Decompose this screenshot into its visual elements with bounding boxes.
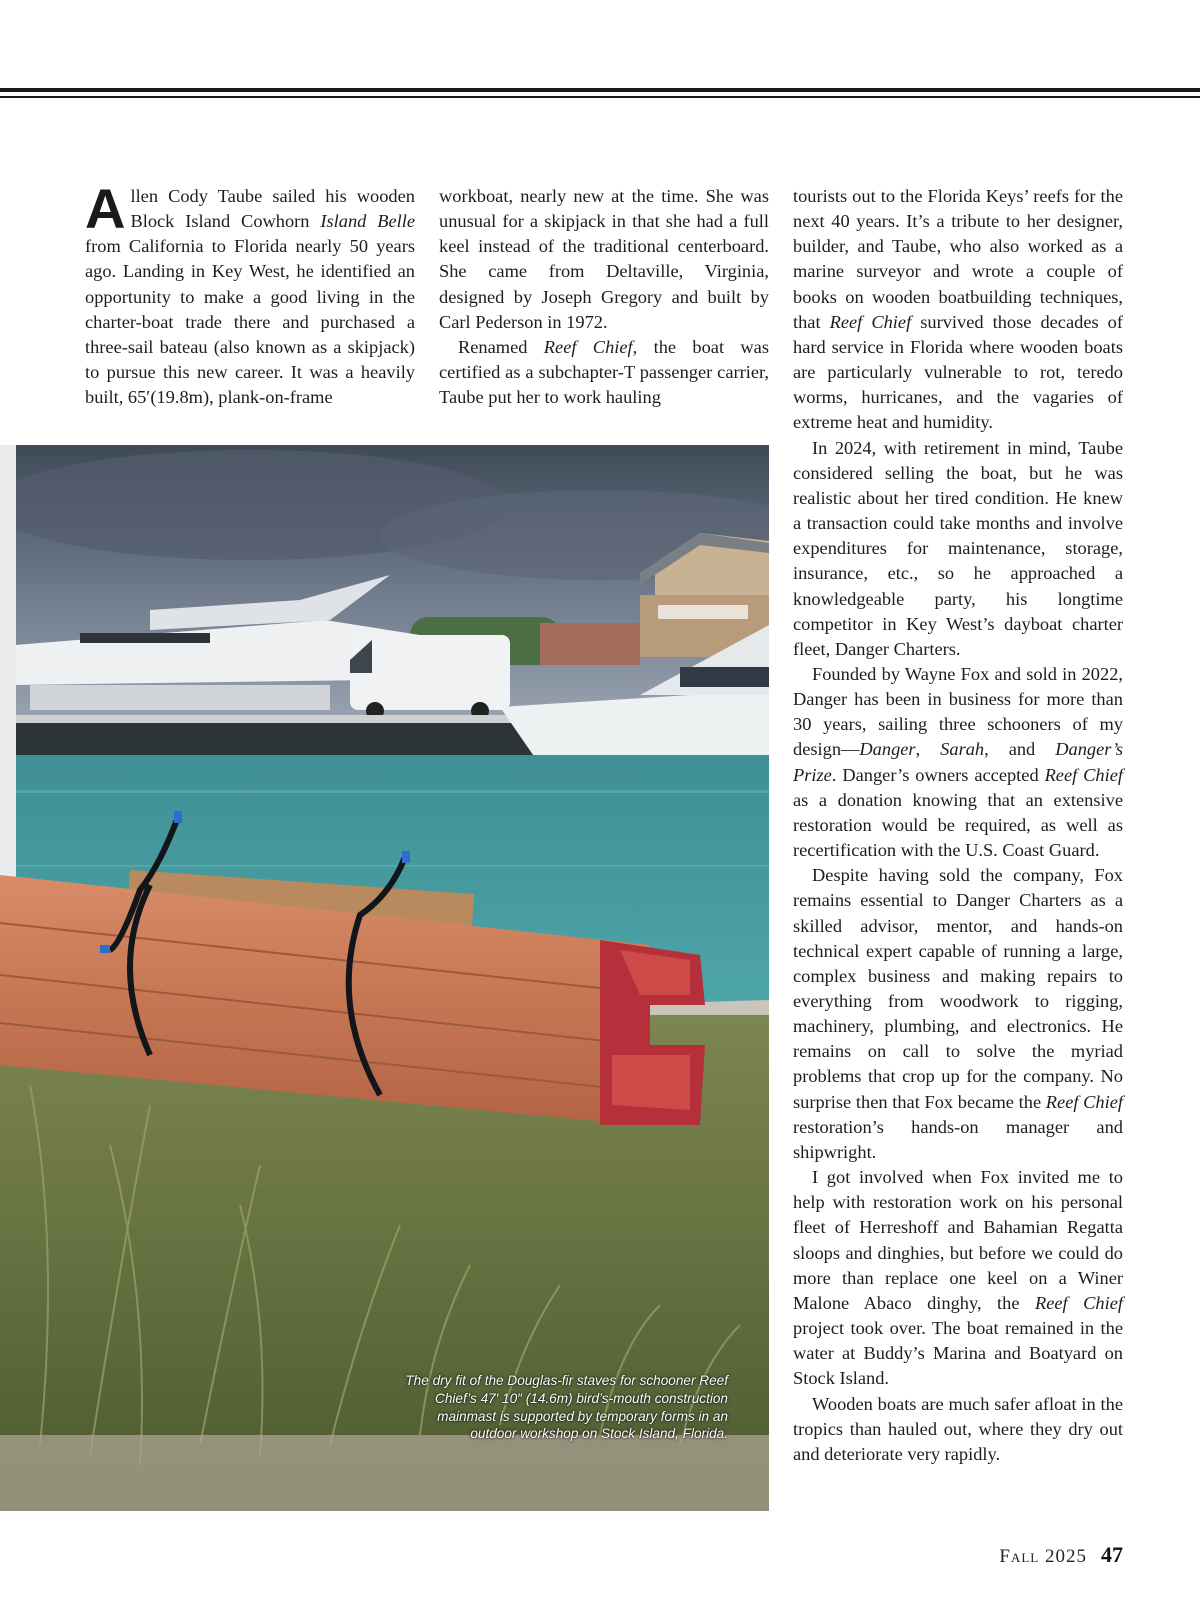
italic-title: Reef Chief <box>1044 764 1123 785</box>
paragraph-intro-text: llen Cody Taube sailed his wooden Block Island Cowhorn Island Belle from California to Florida nearly 50 years ago. Landing in Key West, he identified an opportunity to make a good living in the charter-boat trade there and purchased a three-sail bateau (also known as a skipjack) to pursue this new career. It was a heavily built, 65′(19.8m), plank-on-frame <box>85 186 415 408</box>
paragraph-retirement <box>793 436 1123 662</box>
article-column-2 <box>439 184 769 410</box>
paragraph-wooden-boats <box>793 1392 1123 1467</box>
paragraph-intro-continued <box>439 184 769 335</box>
italic-title: Danger’s Prize <box>793 739 1123 785</box>
paragraph-wooden-boats-text: Wooden boats are much safer afloat in the tropics than hauled out, where they dry out and deteriorate very rapidly. <box>793 1393 1123 1464</box>
italic-title: Reef Chief <box>543 336 633 357</box>
paragraph-intro-text-continued: workboat, nearly new at the time. She was unusual for a skipjack in that she had a full keel instead of the traditional centerboard. She came from Deltaville, Virginia, designed by Joseph Gregory and built by Carl Pederson in 1972. <box>439 186 769 332</box>
drop-cap: A <box>85 177 126 240</box>
paragraph-involvement <box>793 1165 1123 1391</box>
white-van <box>350 635 510 720</box>
italic-title: Sarah <box>940 739 985 760</box>
mast-photo <box>0 445 769 1511</box>
paragraph-renamed-continued <box>793 184 1123 436</box>
paragraph-renamed-text: Renamed Reef Chief, the boat was certified as a subchapter-T passenger carrier, Taube put her to work hauling <box>439 336 769 408</box>
paragraph-fox <box>793 863 1123 1165</box>
page-number: 47 <box>1101 1542 1123 1567</box>
article-column-3 <box>793 184 1123 1467</box>
page-footer <box>999 1542 1123 1568</box>
italic-title: Reef Chief <box>1035 1292 1123 1313</box>
paragraph-fox-text: Despite having sold the company, Fox remains essential to Danger Charters as a skilled advisor, mentor, and hands-on technical expert capable of running a large, complex business and making repairs to everything from woodwork to rigging, machinery, plumbing, and electronics. He remains on call to solve the myriad problems that crop up for the company. No surprise then that Fox became the Reef Chief restoration’s hands-on manager and shipwright. <box>793 865 1123 1162</box>
italic-title: Danger <box>859 739 916 760</box>
paragraph-intro <box>85 177 415 410</box>
paragraph-renamed <box>439 335 769 410</box>
header-rule-thick <box>0 88 1200 92</box>
paragraph-retirement-text: In 2024, with retirement in mind, Taube considered selling the boat, but he was realistic about her tired condition. He knew a transaction could take months and involve expenditures for maintenance, storage, insurance, etc., so he approached a knowledgeable party, his longtime competitor in Key West’s dayboat charter fleet, Danger Charters. <box>793 437 1123 659</box>
header-rule-thin <box>0 96 1200 98</box>
italic-title: Reef Chief <box>1045 1091 1123 1112</box>
paragraph-involvement-text: I got involved when Fox invited me to help with restoration work on his personal fleet of Herreshoff and Bahamian Regatta sloops and dinghies, but before we could do more than replace one keel on a Winer Malone Abaco dinghy, the Reef Chief project took over. The boat remained in the water at Buddy’s Marina and Boatyard on Stock Island. <box>793 1167 1123 1389</box>
italic-title: Reef Chief <box>829 311 912 332</box>
issue-label: Fall 2025 <box>999 1546 1087 1567</box>
paragraph-danger-charters <box>793 662 1123 863</box>
paragraph-renamed-continued-text: tourists out to the Florida Keys’ reefs for the next 40 years. It’s a tribute to her designer, builder, and Taube, who also worked as a marine surveyor and wrote a couple of books on wooden boatbuilding techniques, that Reef Chief survived those decades of hard service in Florida where wooden boats are particularly vulnerable to rot, teredo worms, hurricanes, and the vagaries of extreme heat and humidity. <box>793 186 1123 433</box>
paragraph-danger-charters-text: Founded by Wayne Fox and sold in 2022, Danger has been in business for more than 30 years, sailing three schooners of my design—Danger, Sarah, and Danger’s Prize. Danger’s owners accepted Reef Chief as a donation knowing that an extensive restoration would be required, as well as recertification with the U.S. Coast Guard. <box>793 663 1123 861</box>
article-column-1 <box>85 177 415 410</box>
photo-caption: The dry fit of the Douglas-fir staves for schooner Reef Chief’s 47′ 10″ (14.6m) bird’s-mouth construction mainmast is supported by temporary forms in an outdoor workshop on Stock Island, Florida. <box>405 1373 728 1442</box>
italic-title: Island Belle <box>320 211 415 232</box>
